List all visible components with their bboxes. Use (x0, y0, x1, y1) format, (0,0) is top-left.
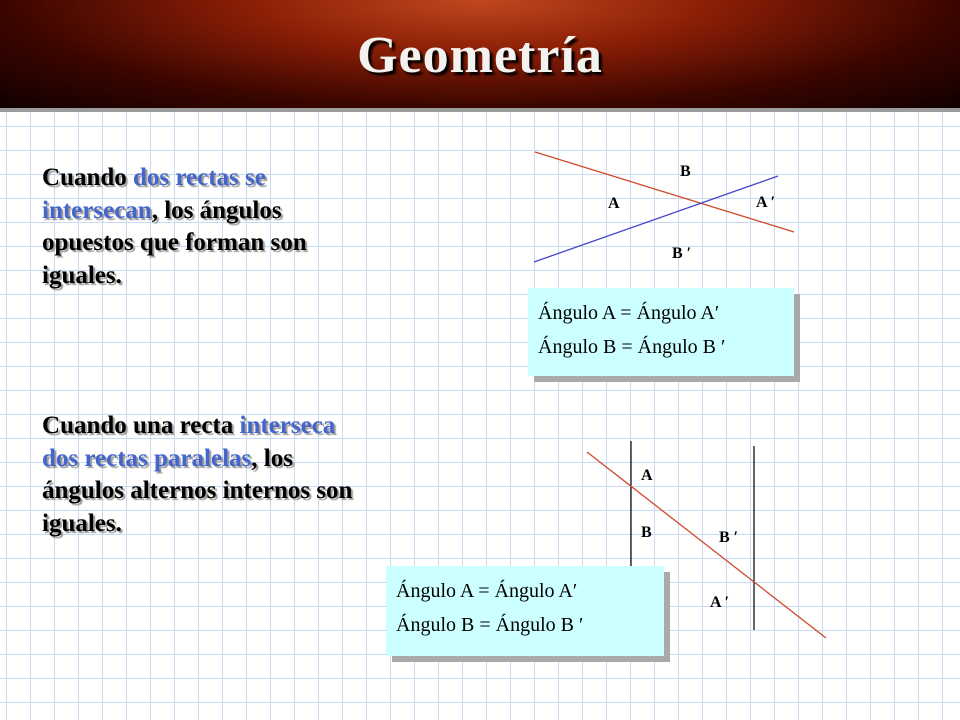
label-b-d2: B (641, 524, 652, 541)
para1-highlight: dos rectas se intersecan (42, 164, 266, 224)
label-b-d1: B (680, 163, 691, 180)
equality-line-b: Ángulo B = Ángulo B ′ (538, 336, 726, 358)
equality-line-a-2: Ángulo A = Ángulo A′ (396, 580, 578, 602)
slide-title: Geometría (357, 27, 603, 84)
label-a-d2: A (641, 467, 653, 484)
label-b-prime-d1: B ′ (672, 245, 692, 262)
para2-highlight: interseca dos rectas paralelas (42, 412, 336, 472)
para1-text-start: Cuando (42, 164, 134, 191)
para2-text-start: Cuando una recta (42, 412, 240, 439)
label-a-prime-d2: A ′ (710, 594, 730, 611)
para2-text-end: , los ángulos alternos internos son iguales. (42, 444, 353, 537)
equality-line-b-2: Ángulo B = Ángulo B ′ (396, 614, 584, 636)
label-a-d1: A (608, 195, 620, 212)
label-b-prime-d2: B ′ (719, 529, 739, 546)
label-a-prime-d1: A ′ (756, 194, 776, 211)
equality-line-a: Ángulo A = Ángulo A′ (538, 302, 720, 324)
equality-box-2 (386, 566, 664, 656)
para1-text-end: , los ángulos opuestos que forman son iguales. (42, 196, 307, 289)
